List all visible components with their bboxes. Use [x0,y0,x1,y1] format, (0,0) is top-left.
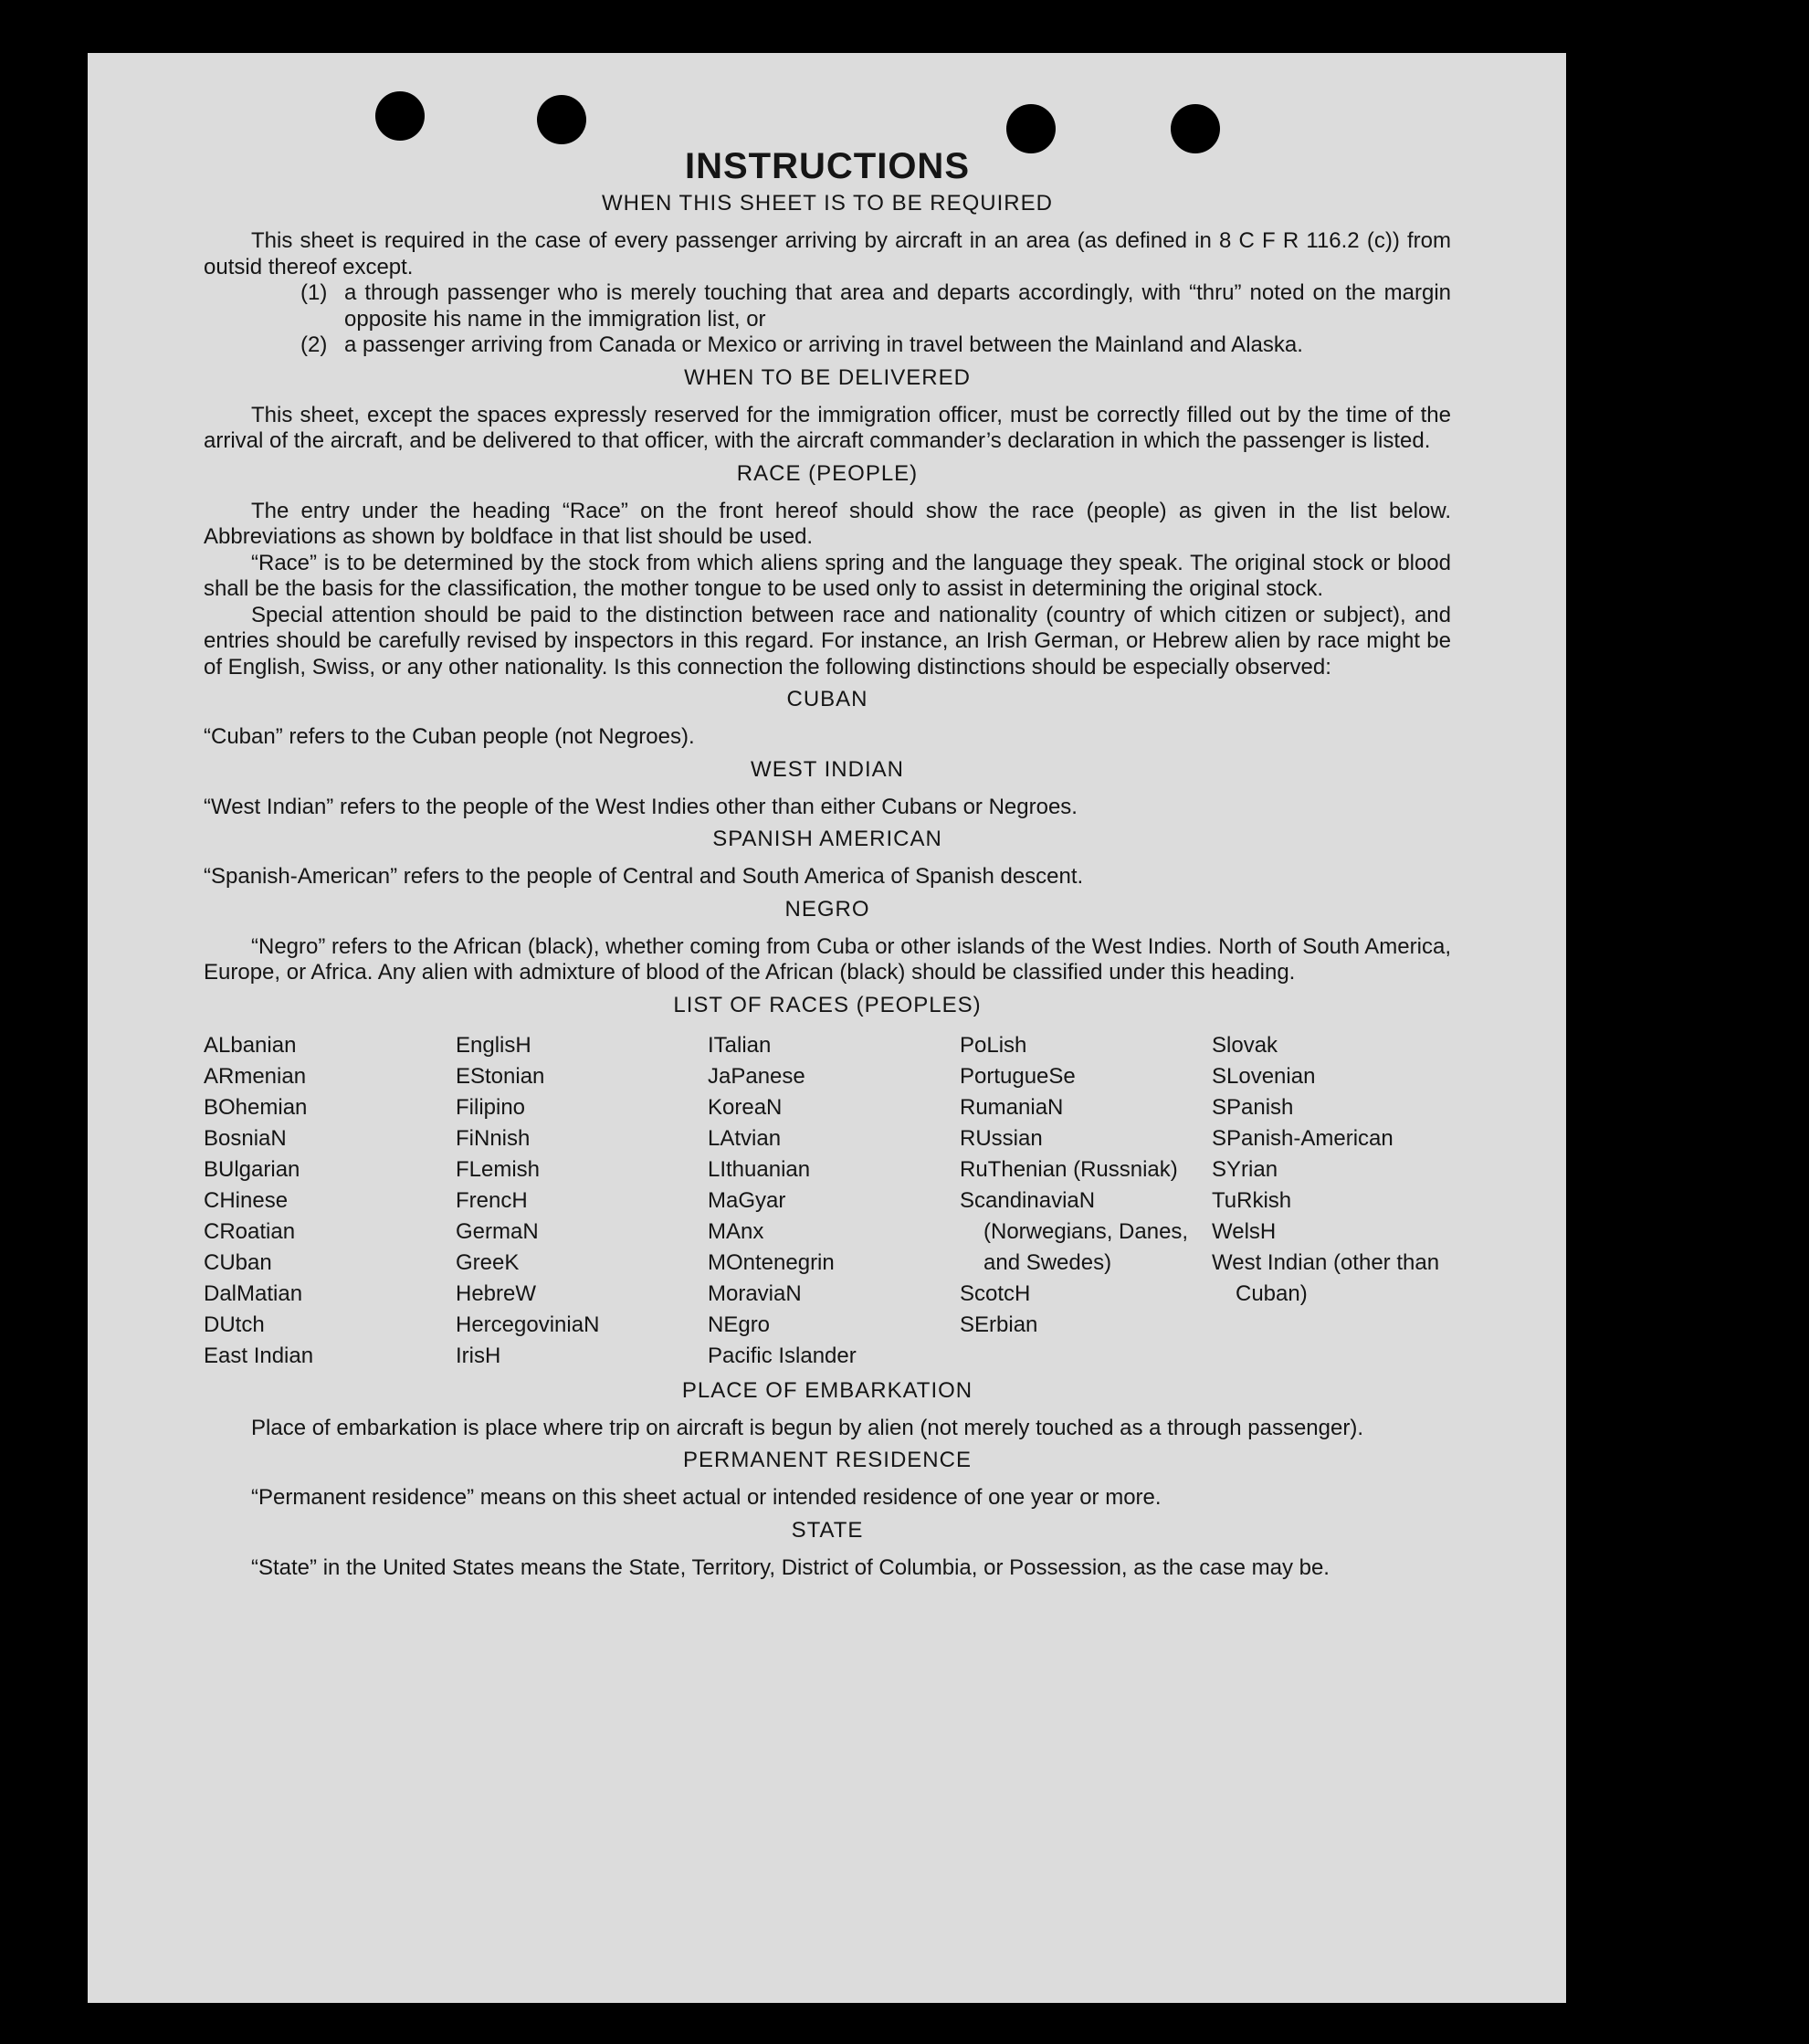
race-paragraph: Special attention should be paid to the distinction between race and nationality (country of which citizen or subject), and entries should be carefully revised by inspectors in this regard. For instance, an Irish German, or Hebrew alien by race might be of English, Swiss, or any other nationality. Is this connection the following distinctions should be especially observed: [204,602,1451,680]
race-column [204,1030,456,1372]
race-entry: SErbian [960,1312,1038,1337]
race-entry: DalMatian [204,1280,303,1306]
race-entry: PortugueSe [960,1063,1076,1089]
race-entry: SPanish [1212,1094,1294,1120]
cuban-text: “Cuban” refers to the Cuban people (not Negroes). [204,724,695,749]
race-entry: MaGyar [708,1187,786,1213]
race-paragraph: “Race” is to be determined by the stock from which aliens spring and the language they speak. The original stock or blood shall be the basis for the classification, the mother tongue to be used only to assist in determining the original stock. [204,550,1451,601]
race-entry: SLovenian [1212,1063,1316,1089]
section-heading-race: RACE (PEOPLE) [736,460,919,486]
section-heading-race-list: LIST OF RACES (PEOPLES) [673,992,982,1017]
section-heading-embarkation: PLACE OF EMBARKATION [681,1377,973,1403]
race-entry: West Indian (other than Cuban) [1212,1249,1440,1306]
race-entry: East Indian [204,1343,314,1368]
race-entry: TuRkish [1212,1187,1292,1213]
race-entry: LAtvian [708,1125,782,1151]
race-entry: RUssian [960,1125,1043,1151]
race-column [1212,1030,1486,1372]
page-title: INSTRUCTIONS [685,146,970,186]
race-entry: ScandinaviaN (Norwegians, Danes, and Swedes) [960,1187,1189,1275]
section-heading-state: STATE [791,1517,864,1543]
race-entry: GermaN [456,1218,539,1244]
race-entry: EStonian [456,1063,545,1089]
residence-text: “Permanent residence” means on this sheet actual or intended residence of one year or more. [251,1485,1162,1510]
embarkation-text: Place of embarkation is place where trip on aircraft is begun by alien (not merely touched as a through passenger). [251,1415,1363,1440]
race-entry: BOhemian [204,1094,308,1120]
spanish-american-text: “Spanish-American” refers to the people of Central and South America of Spanish descent. [204,864,1084,889]
race-entry: Filipino [456,1094,526,1120]
item-number: (1) [300,280,328,305]
race-entry: NEgro [708,1312,771,1337]
race-entry: HebreW [456,1280,537,1306]
race-paragraph: The entry under the heading “Race” on the front hereof should show the race (people) as given in the list below. Abbreviations as shown by boldface in that list should be used. [204,498,1451,549]
race-column [960,1030,1212,1372]
required-intro: This sheet is required in the case of every passenger arriving by aircraft in an area (as defined in 8 C F R 116.2 (c)) from outsid thereof except. [204,228,1451,279]
section-heading-residence: PERMANENT RESIDENCE [683,1448,972,1472]
race-entry: LIthuanian [708,1156,811,1182]
document-page [88,53,1566,2003]
exception-item [300,280,1451,332]
west-indian-text: “West Indian” refers to the people of the West Indies other than either Cubans or Negroes. [204,794,1078,819]
instructions-content [204,144,1451,1581]
race-entry: IrisH [456,1343,501,1368]
race-entry: ALbanian [204,1032,297,1058]
section-heading-west-indian: WEST INDIAN [751,756,904,782]
race-entry: ARmenian [204,1063,307,1089]
exception-item [300,332,1451,359]
race-entry: CRoatian [204,1218,296,1244]
negro-text: “Negro” refers to the African (black), whether coming from Cuba or other islands of the West Indies. North of South America, Europe, or Africa. Any alien with admixture of blood of the African (black) should be classified under this heading. [204,933,1451,985]
race-entry: Pacific Islander [708,1343,857,1368]
race-list [204,1030,1451,1372]
race-entry: MAnx [708,1218,764,1244]
section-heading-spanish-american: SPANISH AMERICAN [712,827,942,851]
race-entry: RuThenian (Russniak) [960,1156,1178,1182]
race-column [708,1030,960,1372]
delivered-text: This sheet, except the spaces expressly reserved for the immigration officer, must be correctly filled out by the time of the arrival of the aircraft, and be delivered to that officer, with the aircraft commander’s declaration in which the passenger is listed. [204,402,1451,453]
section-heading-negro: NEGRO [784,896,870,922]
race-entry: FiNnish [456,1125,531,1151]
race-entry: FrencH [456,1187,528,1213]
race-entry: SPanish-American [1212,1125,1394,1151]
race-entry: WelsH [1212,1218,1277,1244]
race-entry: EnglisH [456,1032,531,1058]
race-entry: PoLish [960,1032,1027,1058]
race-entry: MOntenegrin [708,1249,835,1275]
race-column [456,1030,708,1372]
race-entry: FLemish [456,1156,541,1182]
item-number: (2) [300,332,328,357]
section-heading-required: WHEN THIS SHEET IS TO BE REQUIRED [602,191,1053,216]
race-entry: ITalian [708,1032,772,1058]
section-heading-cuban: CUBAN [786,687,868,711]
race-entry: GreeK [456,1249,520,1275]
race-entry: RumaniaN [960,1094,1064,1120]
item-text: a passenger arriving from Canada or Mexico or arriving in travel between the Mainland and Alaska. [344,332,1303,357]
race-entry: MoraviaN [708,1280,802,1306]
punch-hole [537,95,586,144]
race-entry: DUtch [204,1312,265,1337]
race-entry: BUlgarian [204,1156,300,1182]
state-text: “State” in the United States means the State, Territory, District of Columbia, or Possession, as the case may be. [251,1554,1330,1580]
race-entry: CHinese [204,1187,289,1213]
race-entry: SYrian [1212,1156,1278,1182]
race-entry: KoreaN [708,1094,783,1120]
race-entry: JaPanese [708,1063,805,1089]
race-entry: Slovak [1212,1032,1278,1058]
race-entry: CUban [204,1249,272,1275]
race-entry: HercegoviniaN [456,1312,600,1337]
item-text: a through passenger who is merely touching that area and departs accordingly, with “thru” noted on the margin opposite his name in the immigration list, or [344,280,1451,332]
punch-hole [375,91,425,141]
race-entry: BosniaN [204,1125,287,1151]
race-entry: ScotcH [960,1280,1031,1306]
section-heading-delivered: WHEN TO BE DELIVERED [684,364,971,390]
